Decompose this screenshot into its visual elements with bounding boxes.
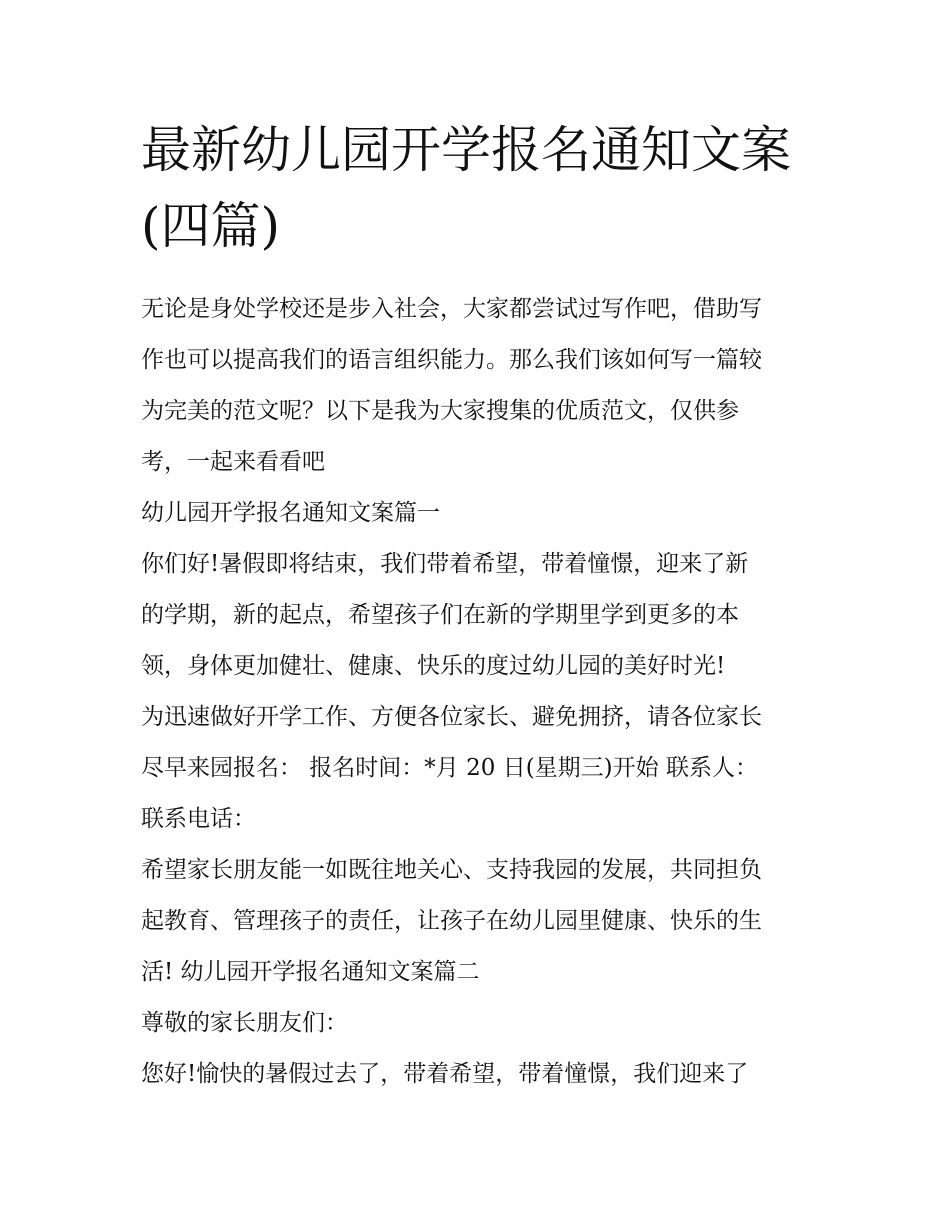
body-line: 领，身体更加健壮、健康、快乐的度过幼儿园的美好时光! [141, 653, 726, 679]
body-line: 作也可以提高我们的语言组织能力。那么我们该如何写一篇较 [141, 347, 762, 373]
document-body [141, 284, 813, 1100]
greeting-line: 尊敬的家长朋友们： [141, 1010, 348, 1036]
title-line-1: 最新幼儿园开学报名通知文案 [141, 121, 791, 179]
body-line: 考，一起来看看吧 [141, 449, 325, 475]
title-line-2: (四篇) [141, 197, 281, 255]
body-line: 希望家长朋友能一如既往地关心、支持我园的发展，共同担负 [141, 857, 762, 883]
body-line: 为迅速做好开学工作、方便各位家长、避免拥挤，请各位家长 [141, 704, 762, 730]
body-line: 活! 幼儿园开学报名通知文案篇二 [141, 959, 480, 985]
document-title [141, 0, 813, 264]
body-line: 为完美的范文呢？以下是我为大家搜集的优质范文，仅供参 [141, 398, 739, 424]
section-heading-1: 幼儿园开学报名通知文案篇一 [141, 500, 440, 526]
body-line: 您好!愉快的暑假过去了，带着希望，带着憧憬，我们迎来了 [141, 1061, 749, 1087]
body-line: 起教育、管理孩子的责任，让孩子在幼儿园里健康、快乐的生 [141, 908, 762, 934]
body-line: 联系电话： [141, 806, 256, 832]
body-line: 的学期，新的起点，希望孩子们在新的学期里学到更多的本 [141, 602, 739, 628]
body-line: 无论是身处学校还是步入社会，大家都尝试过写作吧，借助写 [141, 296, 762, 322]
body-line: 尽早来园报名： 报名时间：*月 20 日(星期三)开始 联系人： [141, 755, 758, 781]
body-line: 你们好!暑假即将结束，我们带着希望，带着憧憬，迎来了新 [141, 551, 749, 577]
document-page [141, 0, 813, 1100]
